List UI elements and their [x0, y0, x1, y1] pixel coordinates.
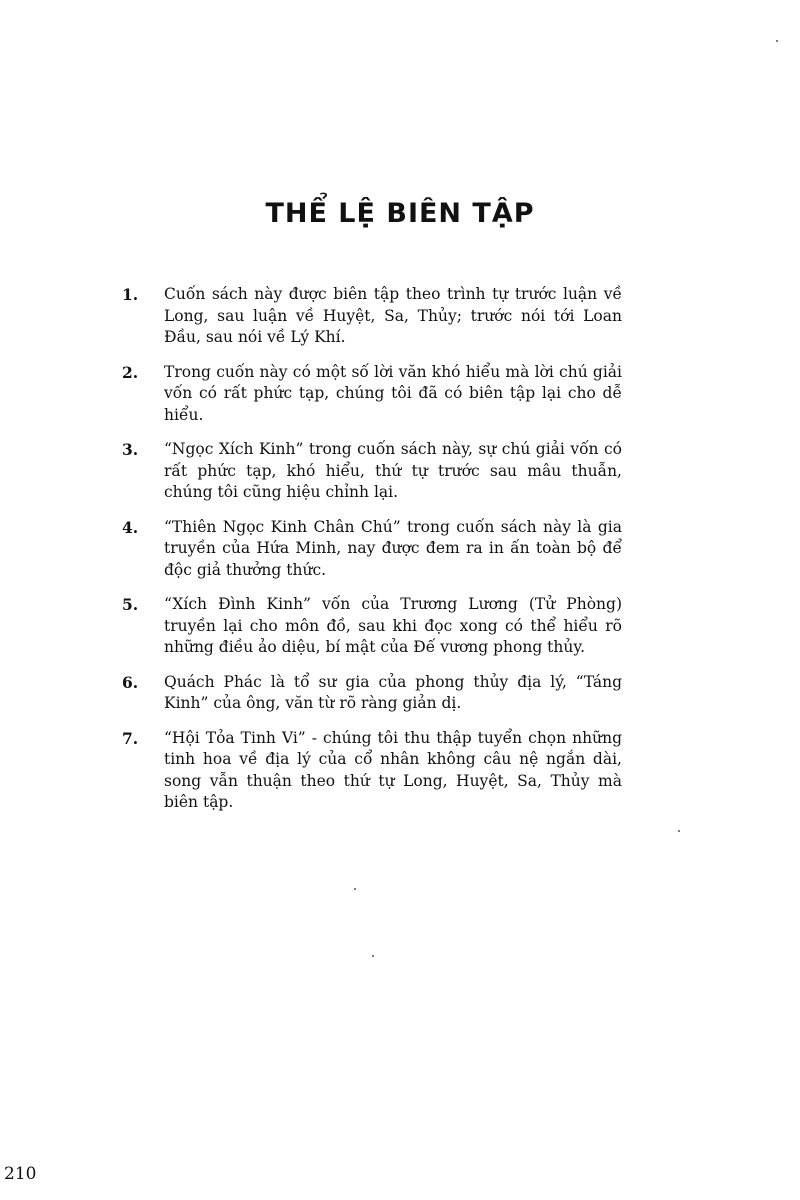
- rule-item: [122, 594, 622, 659]
- rule-text: “Xích Đình Kinh” vốn của Trương Lương (Tử Phòng) truyền lại cho môn đồ, sau khi đọc xong có thể hiểu rõ những điều ảo diệu, bí mật của Đế vương phong thủy.: [164, 595, 622, 656]
- rule-number: 1.: [122, 285, 139, 304]
- rule-item: [122, 728, 622, 814]
- scan-speck: [372, 955, 374, 957]
- rule-item: [122, 284, 622, 349]
- rule-number: 7.: [122, 728, 139, 748]
- rule-number: 3.: [122, 440, 139, 459]
- rules-list: [122, 284, 622, 827]
- rule-item: [122, 672, 622, 715]
- rule-item: [122, 517, 622, 582]
- page-number: 210: [4, 1164, 37, 1184]
- rule-text: Trong cuốn này có một số lời văn khó hiểu mà lời chú giải vốn có rất phức tạp, chúng tôi đã có biên tập lại cho dễ hiểu.: [164, 362, 622, 424]
- rule-text: Quách Phác là tổ sư gia của phong thủy địa lý, “Táng Kinh” của ông, văn từ rõ ràng giản dị.: [164, 672, 622, 712]
- rule-number: 6.: [122, 672, 139, 692]
- scan-speck: [776, 40, 778, 42]
- rule-number: 4.: [122, 517, 139, 537]
- scan-speck: [354, 888, 356, 890]
- page-title: THỂ LỆ BIÊN TẬP: [265, 198, 535, 229]
- rule-text: Cuốn sách này được biên tập theo trình tự trước luận về Long, sau luận về Huyệt, Sa, Thủy; trước nói tới Loan Đầu, sau nói về Lý Khí.: [164, 285, 622, 346]
- rule-item: [122, 439, 622, 504]
- rule-number: 5.: [122, 595, 139, 614]
- rule-text: “Thiên Ngọc Kinh Chân Chú” trong cuốn sách này là gia truyền của Hứa Minh, nay được đem ra in ấn toàn bộ để độc giả thưởng thức.: [164, 517, 622, 579]
- rule-text: “Hội Tỏa Tinh Vi” - chúng tôi thu thập tuyển chọn những tinh hoa về địa lý của cổ nhân không câu nệ ngắn dài, song vẫn thuận theo thứ tự Long, Huyệt, Sa, Thủy mà biên tập.: [164, 728, 622, 811]
- scan-speck: [678, 830, 680, 832]
- rule-item: [122, 362, 622, 427]
- rule-number: 2.: [122, 362, 139, 382]
- rule-text: “Ngọc Xích Kinh” trong cuốn sách này, sự chú giải vốn có rất phức tạp, khó hiểu, thứ tự trước sau mâu thuẫn, chúng tôi cũng hiệu chỉnh lại.: [164, 440, 622, 501]
